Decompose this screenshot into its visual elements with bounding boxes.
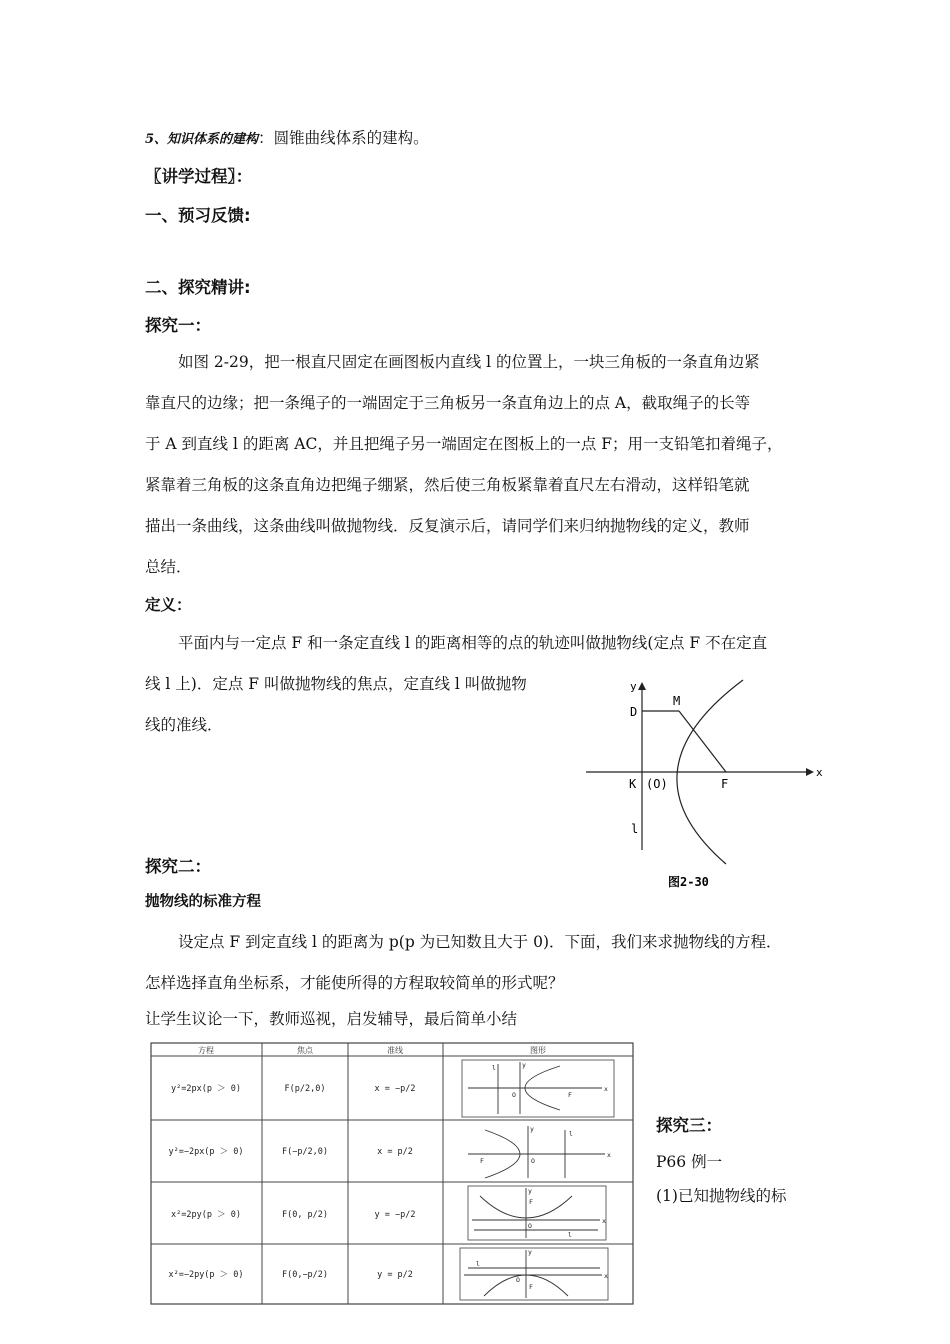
definition-line-1: 平面内与一定点 F 和一条定直线 l 的距离相等的点的轨迹叫做抛物线(定点 F 不在定直 — [178, 634, 768, 652]
table-border — [151, 1043, 633, 1304]
table-row-3-equation: x²=2py(p ＞ 0) — [171, 1210, 241, 1220]
figure-label-m: M — [673, 694, 681, 708]
explore1-line-5: 描出一条曲线，这条曲线叫做抛物线．反复演示后，请同学们来归纳抛物线的定义，教师 — [145, 517, 750, 535]
figure-label-f: F — [721, 777, 729, 791]
explore3-line-2: (1)已知抛物线的标 — [656, 1187, 787, 1205]
graph-1-label-o: O — [512, 1091, 516, 1099]
graph-4-frame — [460, 1248, 608, 1300]
explore1-line-2: 靠直尺的边缘；把一条绳子的一端固定于三角板另一条直角边上的点 A，截取绳子的长等 — [145, 394, 751, 412]
definition-heading: 定义： — [145, 596, 192, 614]
figure-label-l: l — [631, 822, 639, 836]
graph-3-label-l: l — [568, 1231, 572, 1239]
graph-3-label-x: x — [602, 1217, 606, 1225]
graph-2-label-l: l — [569, 1130, 573, 1138]
graph-3-label-f: F — [529, 1198, 533, 1206]
table-graph-1 — [462, 1060, 614, 1117]
graph-1-label-f: F — [568, 1091, 572, 1099]
table-header-directrix: 准线 — [387, 1046, 403, 1055]
graph-4-label-l: l — [476, 1260, 480, 1268]
graph-3-label-o: O — [528, 1222, 532, 1230]
explore1-heading: 探究一： — [145, 316, 211, 335]
table-row-1-focus: F(p/2,0) — [284, 1084, 326, 1094]
figure-caption: 图2-30 — [668, 875, 709, 889]
figure-label-o: (O) — [646, 777, 668, 791]
graph-4-label-x: x — [604, 1272, 608, 1280]
part2-heading: 二、探究精讲: — [145, 278, 251, 297]
table-row-4-equation: x²=−2py(p ＞ 0) — [168, 1270, 244, 1280]
graph-1-label-x: x — [604, 1085, 608, 1093]
section5-sep: ： — [258, 129, 274, 147]
section5-text: 圆锥曲线体系的建构。 — [273, 129, 429, 147]
graph-3-frame — [468, 1186, 606, 1240]
figure-label-k: K — [629, 777, 637, 791]
section5-label: 5、知识体系的建构 — [145, 132, 259, 147]
table-row-2-directrix: x = p/2 — [377, 1147, 413, 1157]
explore2-heading: 探究二： — [145, 857, 211, 876]
table-row-3-focus: F(0, p/2) — [281, 1210, 329, 1220]
definition-line-3: 线的准线． — [145, 716, 223, 734]
part1-heading: 一、预习反馈: — [145, 206, 251, 225]
table-graph-3 — [468, 1186, 606, 1240]
graph-1-label-l: l — [492, 1064, 496, 1072]
explore1-line-4: 紧靠着三角板的这条直角边把绳子绷紧，然后使三角板紧靠着直尺左右滑动，这样铅笔就 — [145, 476, 750, 494]
table-row-2-focus: F(−p/2,0) — [281, 1147, 329, 1157]
table-row-1-equation: y²=2px(p ＞ 0) — [171, 1084, 241, 1094]
graph-2-label-x: x — [607, 1151, 611, 1159]
table-row-2-equation: y²=−2px(p ＞ 0) — [168, 1147, 244, 1157]
figure-label-y: y — [630, 680, 637, 693]
graph-1-label-y: y — [522, 1061, 526, 1069]
explore3-line-1: P66 例一 — [656, 1153, 723, 1171]
standard-equation-table — [150, 1042, 635, 1306]
table-row-4-directrix: y = p/2 — [377, 1270, 413, 1280]
table-graph-4 — [460, 1248, 608, 1300]
table-header-focus: 焦点 — [297, 1046, 313, 1055]
table-header-equation: 方程 — [198, 1046, 214, 1055]
section5-line — [145, 126, 429, 148]
explore2-subheading: 抛物线的标准方程 — [145, 894, 261, 910]
graph-1-frame — [462, 1060, 614, 1117]
graph-3-label-y: y — [528, 1187, 532, 1195]
figure-label-x: x — [816, 766, 823, 779]
table-row-4-focus: F(0,−p/2) — [281, 1270, 329, 1280]
explore1-line-3: 于 A 到直线 l 的距离 AC，并且把绳子另一端固定在图板上的一点 F；用一支铅笔扣着绳子， — [145, 435, 783, 453]
figure-y-arrow — [638, 682, 646, 690]
graph-2-label-o: O — [531, 1157, 535, 1165]
definition-line-2: 线 l 上)．定点 F 叫做抛物线的焦点，定直线 l 叫做抛物 — [145, 675, 527, 693]
graph-2-label-y: y — [530, 1125, 534, 1133]
explore1-line-6: 总结． — [145, 558, 192, 576]
explore2-line-1: 设定点 F 到定直线 l 的距离为 p(p 为已知数且大于 0)．下面，我们来求抛物线的方程． — [178, 933, 782, 951]
process-heading: 〖讲学过程〗： — [145, 167, 253, 186]
table-row-3-directrix: y = −p/2 — [374, 1210, 416, 1220]
figure-x-arrow — [806, 768, 814, 776]
graph-2-label-f: F — [480, 1157, 484, 1165]
graph-4-label-o: O — [516, 1276, 520, 1284]
figure-label-d: D — [630, 705, 638, 719]
explore2-line-3: 让学生议论一下，教师巡视，启发辅导，最后简单小结 — [145, 1010, 518, 1028]
graph-4-label-y: y — [528, 1248, 532, 1256]
table-graph-2 — [468, 1126, 605, 1178]
explore3-heading: 探究三： — [656, 1116, 722, 1135]
explore2-line-2: 怎样选择直角坐标系，才能使所得的方程取较简单的形式呢？ — [145, 974, 564, 992]
table-header-graph: 图形 — [530, 1046, 546, 1055]
table-row-1-directrix: x = −p/2 — [374, 1084, 416, 1094]
graph-4-label-f: F — [529, 1283, 533, 1291]
parabola-figure — [580, 670, 830, 895]
explore1-line-1: 如图 2-29，把一根直尺固定在画图板内直线 l 的位置上，一块三角板的一条直角边紧 — [178, 353, 760, 371]
